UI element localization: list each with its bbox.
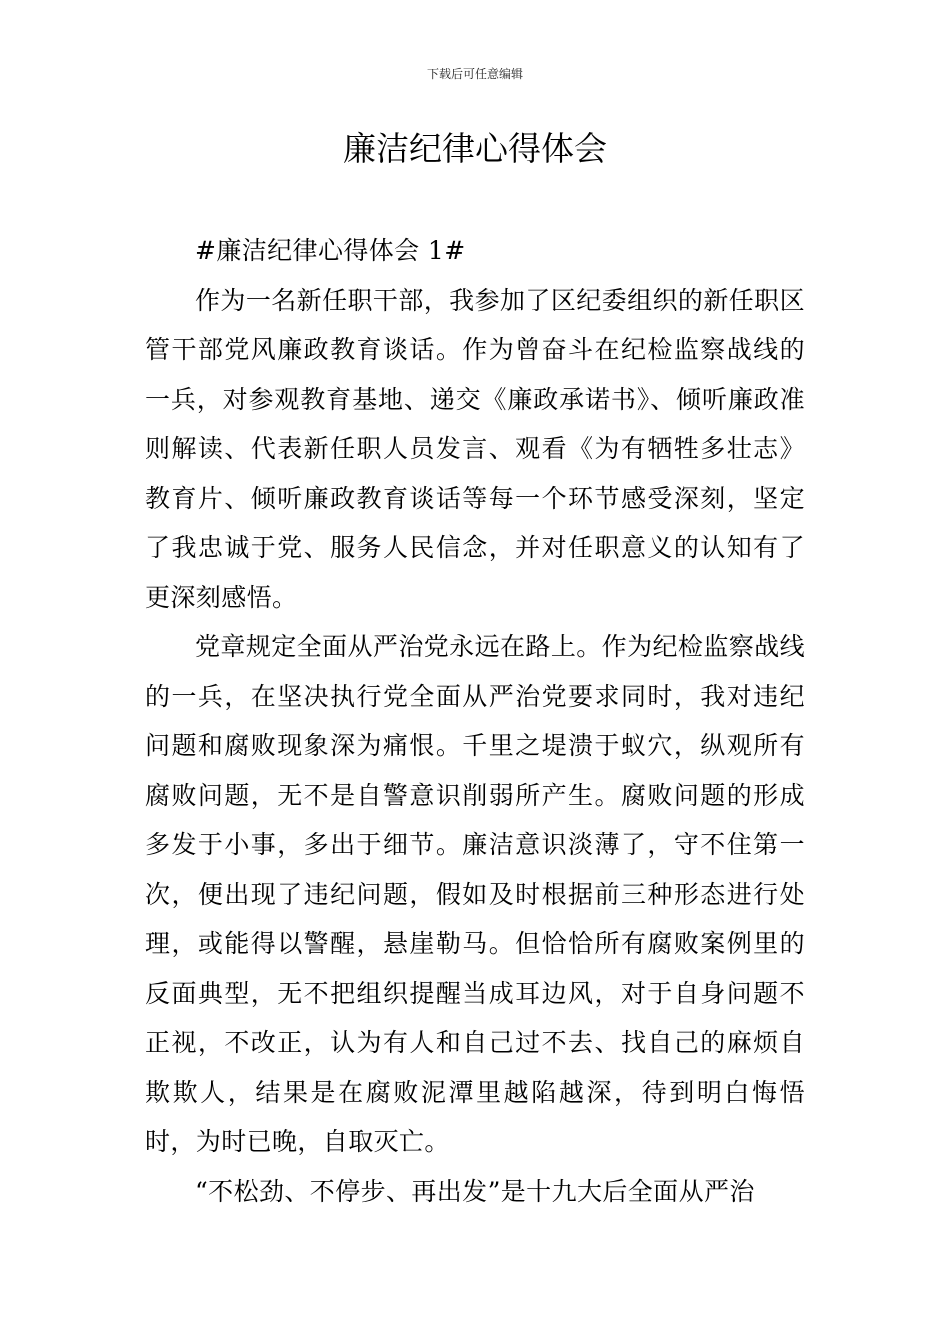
document-title: 廉洁纪律心得体会: [343, 129, 607, 168]
paragraph-3: “不松劲、不停步、再出发”是十九大后全面从严治: [195, 1176, 755, 1206]
section-heading: #廉洁纪律心得体会 1#: [195, 236, 466, 265]
header-note: 下载后可任意编辑: [426, 67, 523, 81]
paragraph-2: 党章规定全面从严治党永远在路上。作为纪检监察战线的一兵，在坚决执行党全面从严治党要求同时，我对违纪问题和腐败现象深为痛恨。千里之堤溃于蚁穴，纵观所有腐败问题，无不是自警意识削弱所产生。腐败问题的形成多发于小事，多出于细节。廉洁意识淡薄了，守不住第一次，便出现了违纪问题，假如及时根据前三种形态进行处理，或能得以警醒，悬崖勒马。但恰恰所有腐败案例里的反面典型，无不把组织提醒当成耳边风，对于自身问题不正视，不改正，认为有人和自己过不去、找自己的麻烦自欺欺人，结果是在腐败泥潭里越陷越深，待到明白悔悟时，为时已晚，自取灭亡。: [145, 632, 805, 1156]
document-body: [145, 226, 805, 1216]
paragraph-1: 作为一名新任职干部，我参加了区纪委组织的新任职区管干部党风廉政教育谈话。作为曾奋斗在纪检监察战线的一兵，对参观教育基地、递交《廉政承诺书》、倾听廉政准则解读、代表新任职人员发言、观看《为有牺牲多壮志》教育片、倾听廉政教育谈话等每一个环节感受深刻，坚定了我忠诚于党、服务人民信念，并对任职意义的认知有了更深刻感悟。: [145, 285, 805, 612]
